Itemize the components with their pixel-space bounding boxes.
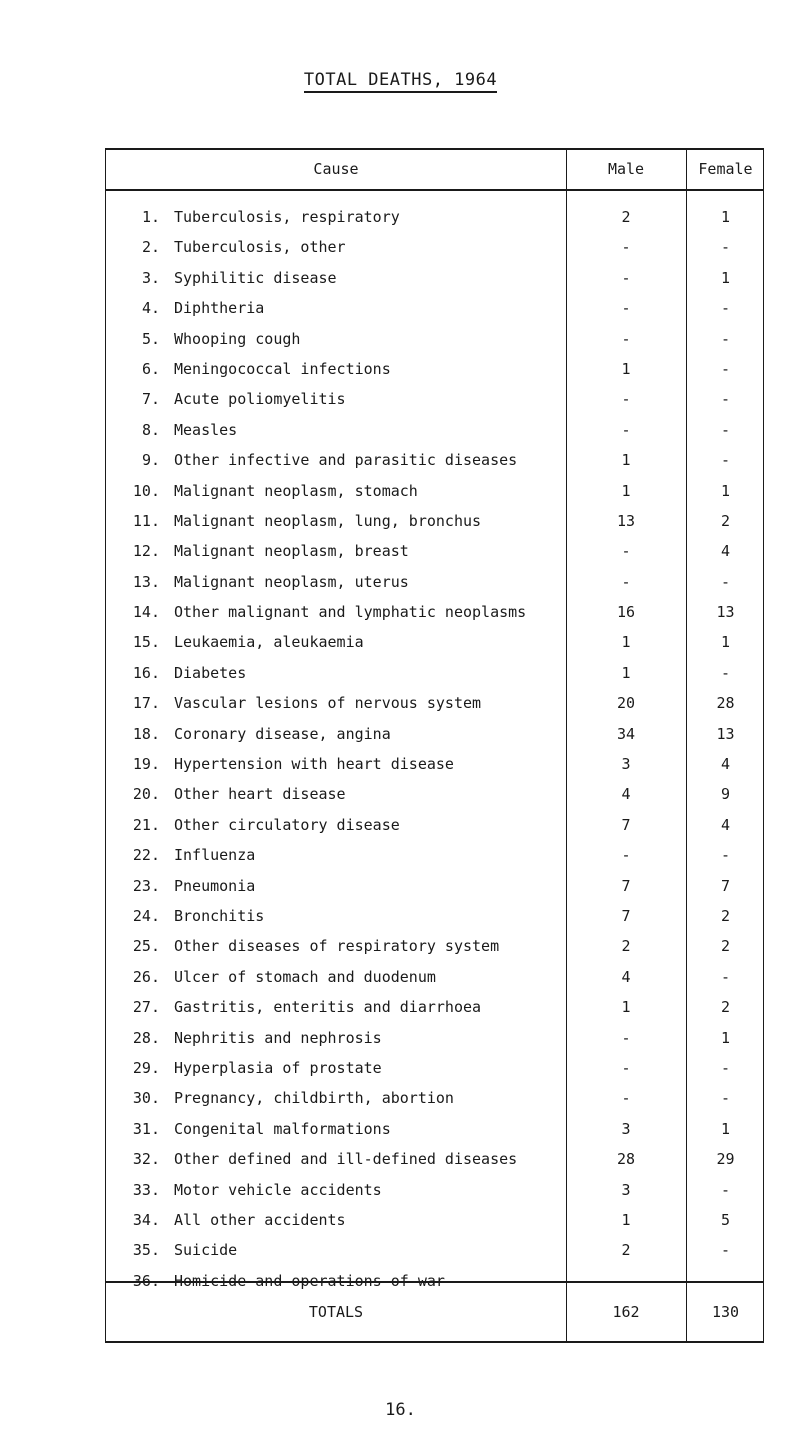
row-female-count: - [720, 1241, 731, 1260]
row-male-count: 2 [621, 208, 631, 226]
row-number: 13. [132, 572, 160, 591]
row-female-count: - [720, 1058, 731, 1077]
row-cause: Suicide [174, 1241, 238, 1260]
row-male-count: 28 [616, 1150, 636, 1169]
row-female-count: 2 [720, 937, 731, 956]
row-cause: Whooping cough [174, 329, 301, 348]
row-number: 36. [132, 1271, 160, 1290]
row-number: 30. [132, 1089, 160, 1108]
row-female-count: - [720, 420, 731, 439]
row-number: 1. [141, 208, 160, 226]
row-number: 3. [141, 268, 160, 287]
row-cause: Homicide and operations of war [174, 1271, 445, 1290]
row-female-count: 2 [720, 511, 731, 530]
row-male-count: 4 [621, 785, 631, 804]
table-row [106, 962, 763, 992]
row-female-count: 1 [720, 481, 731, 500]
row-female-count: 13 [716, 724, 735, 743]
row-male-count: - [621, 1058, 631, 1077]
row-number: 27. [132, 998, 160, 1017]
row-number: 35. [132, 1241, 160, 1260]
row-number: 20. [132, 785, 160, 804]
row-number: 23. [132, 876, 160, 895]
table-row [106, 1205, 763, 1235]
row-cause: Gastritis, enteritis and diarrhoea [174, 998, 482, 1017]
row-male-count: - [621, 542, 631, 561]
table-row [106, 1235, 763, 1265]
table-row [106, 1053, 763, 1083]
header-cause: Cause [313, 160, 359, 178]
row-number: 22. [132, 846, 160, 865]
row-cause: Ulcer of stomach and duodenum [174, 967, 436, 986]
table-row [106, 476, 763, 506]
row-male-count: 20 [616, 694, 636, 713]
header-male: Male [607, 160, 645, 178]
row-cause: Diabetes [174, 663, 247, 682]
row-male-count: - [621, 846, 631, 865]
table-row [106, 931, 763, 961]
row-female-count: 1 [720, 633, 731, 652]
table-row [106, 1175, 763, 1205]
row-female-count: 4 [720, 542, 731, 561]
row-male-count: 1 [621, 481, 631, 500]
row-cause: Meningococcal infections [174, 359, 391, 378]
row-male-count: 1 [621, 663, 631, 682]
row-number: 6. [141, 359, 160, 378]
row-male-count: - [621, 390, 631, 409]
row-number: 25. [132, 937, 160, 956]
row-number: 2. [141, 238, 160, 257]
row-number: 21. [132, 815, 160, 834]
row-female-count: - [720, 238, 731, 257]
row-cause: Hypertension with heart disease [174, 755, 454, 774]
totals-row [106, 1281, 763, 1343]
row-female-count: 7 [720, 876, 731, 895]
row-cause: Other malignant and lymphatic neoplasms [174, 603, 527, 622]
table-row [106, 384, 763, 414]
row-cause: All other accidents [174, 1210, 346, 1229]
page-title [0, 70, 801, 90]
table-row [106, 536, 763, 566]
row-number: 26. [132, 967, 160, 986]
row-male-count: 2 [621, 937, 631, 956]
row-number: 4. [141, 299, 160, 318]
row-male-count: - [621, 572, 631, 591]
row-cause: Nephritis and nephrosis [174, 1028, 382, 1047]
table-row [106, 688, 763, 718]
row-number: 18. [132, 724, 160, 743]
row-cause: Motor vehicle accidents [174, 1180, 382, 1199]
row-number: 32. [132, 1150, 160, 1169]
row-cause: Leukaemia, aleukaemia [174, 633, 364, 652]
row-cause: Other infective and parasitic diseases [174, 451, 518, 470]
row-cause: Malignant neoplasm, breast [174, 542, 409, 561]
row-male-count: 1 [621, 633, 631, 652]
row-female-count: 28 [716, 694, 735, 713]
row-female-count: 4 [720, 755, 731, 774]
row-cause: Malignant neoplasm, lung, bronchus [174, 511, 482, 530]
table-row [106, 445, 763, 475]
row-cause: Other heart disease [174, 785, 346, 804]
row-female-count: 2 [720, 906, 731, 925]
row-number: 10. [132, 481, 160, 500]
row-cause: Malignant neoplasm, stomach [174, 481, 418, 500]
row-female-count: - [720, 1180, 731, 1199]
table-row [106, 658, 763, 688]
row-number: 5. [141, 329, 160, 348]
row-male-count: 7 [621, 876, 631, 895]
row-number: 15. [132, 633, 160, 652]
row-male-count: - [621, 329, 631, 348]
page-title-text: TOTAL DEATHS, 1964 [304, 70, 497, 93]
row-male-count: 4 [621, 967, 631, 986]
row-female-count: - [720, 1271, 731, 1290]
row-cause: Malignant neoplasm, uterus [174, 572, 409, 591]
row-female-count: 9 [720, 785, 731, 804]
totals-male: 162 [612, 1303, 640, 1321]
header-divider [106, 189, 763, 191]
row-cause: Coronary disease, angina [174, 724, 391, 743]
table-row [106, 871, 763, 901]
row-number: 16. [132, 663, 160, 682]
row-male-count: - [621, 1028, 631, 1047]
row-female-count: - [720, 451, 731, 470]
row-male-count: 1 [621, 451, 631, 470]
totals-label: TOTALS [308, 1303, 364, 1321]
table-row [106, 324, 763, 354]
row-female-count: 1 [720, 208, 731, 226]
row-number: 7. [141, 390, 160, 409]
table-row [106, 506, 763, 536]
row-cause: Tuberculosis, other [174, 238, 346, 257]
row-cause: Bronchitis [174, 906, 265, 925]
row-number: 29. [132, 1058, 160, 1077]
table-row [106, 749, 763, 779]
row-male-count: - [621, 1271, 631, 1290]
row-male-count: - [621, 268, 631, 287]
table-row [106, 1114, 763, 1144]
row-number: 34. [132, 1210, 160, 1229]
row-number: 14. [132, 603, 160, 622]
table-row [106, 719, 763, 749]
row-male-count: 7 [621, 815, 631, 834]
table-row [106, 840, 763, 870]
table-row [106, 901, 763, 931]
row-female-count: - [720, 572, 731, 591]
row-female-count: - [720, 299, 731, 318]
row-number: 8. [141, 420, 160, 439]
row-male-count: 3 [621, 1180, 631, 1199]
row-female-count: 1 [720, 268, 731, 287]
row-number: 9. [141, 451, 160, 470]
row-cause: Other diseases of respiratory system [174, 937, 500, 956]
row-cause: Syphilitic disease [174, 268, 337, 287]
row-number: 31. [132, 1119, 160, 1138]
row-cause: Hyperplasia of prostate [174, 1058, 382, 1077]
row-cause: Tuberculosis, respiratory [174, 208, 400, 226]
row-cause: Pneumonia [174, 876, 256, 895]
row-male-count: 1 [621, 359, 631, 378]
row-cause: Other defined and ill-defined diseases [174, 1150, 518, 1169]
row-female-count: 2 [720, 998, 731, 1017]
row-cause: Congenital malformations [174, 1119, 391, 1138]
row-male-count: 1 [621, 998, 631, 1017]
row-female-count: - [720, 663, 731, 682]
table-row [106, 1023, 763, 1053]
row-male-count: 13 [616, 511, 636, 530]
row-female-count: 1 [720, 1119, 731, 1138]
table-row [106, 202, 763, 232]
table-row [106, 1083, 763, 1113]
row-number: 24. [132, 906, 160, 925]
row-male-count: - [621, 238, 631, 257]
deaths-table [105, 148, 764, 1343]
table-row [106, 597, 763, 627]
row-cause: Pregnancy, childbirth, abortion [174, 1089, 454, 1108]
row-male-count: 1 [621, 1210, 631, 1229]
table-row [106, 293, 763, 323]
cause-rows [106, 202, 763, 1296]
header-female: Female [698, 160, 753, 178]
row-cause: Measles [174, 420, 238, 439]
table-row [106, 263, 763, 293]
row-cause: Other circulatory disease [174, 815, 400, 834]
row-female-count: - [720, 329, 731, 348]
table-row [106, 1144, 763, 1174]
row-female-count: 29 [716, 1150, 735, 1169]
row-number: 17. [132, 694, 160, 713]
row-male-count: 16 [616, 603, 636, 622]
row-female-count: - [720, 1089, 731, 1108]
row-female-count: 13 [716, 603, 735, 622]
row-female-count: - [720, 967, 731, 986]
row-cause: Vascular lesions of nervous system [174, 694, 482, 713]
row-male-count: - [621, 299, 631, 318]
row-male-count: 3 [621, 1119, 631, 1138]
row-number: 33. [132, 1180, 160, 1199]
row-number: 28. [132, 1028, 160, 1047]
table-row [106, 567, 763, 597]
table-row [106, 779, 763, 809]
table-row [106, 810, 763, 840]
row-number: 11. [132, 511, 160, 530]
row-male-count: 7 [621, 906, 631, 925]
page-number: 16. [385, 1400, 416, 1420]
table-row [106, 627, 763, 657]
header-row [106, 150, 763, 189]
row-male-count: 3 [621, 755, 631, 774]
row-female-count: - [720, 359, 731, 378]
table-row [106, 354, 763, 384]
row-number: 12. [132, 542, 160, 561]
row-female-count: 1 [720, 1028, 731, 1047]
row-male-count: - [621, 1089, 631, 1108]
row-cause: Diphtheria [174, 299, 265, 318]
table-row [106, 232, 763, 262]
totals-female: 130 [711, 1303, 740, 1321]
row-male-count: 2 [621, 1241, 631, 1260]
row-female-count: 5 [720, 1210, 731, 1229]
row-female-count: - [720, 390, 731, 409]
row-male-count: 34 [616, 724, 636, 743]
row-female-count: 4 [720, 815, 731, 834]
row-female-count: - [720, 846, 731, 865]
table-row [106, 992, 763, 1022]
table-row [106, 415, 763, 445]
row-male-count: - [621, 420, 631, 439]
row-cause: Acute poliomyelitis [174, 390, 346, 409]
row-number: 19. [132, 755, 160, 774]
row-cause: Influenza [174, 846, 256, 865]
